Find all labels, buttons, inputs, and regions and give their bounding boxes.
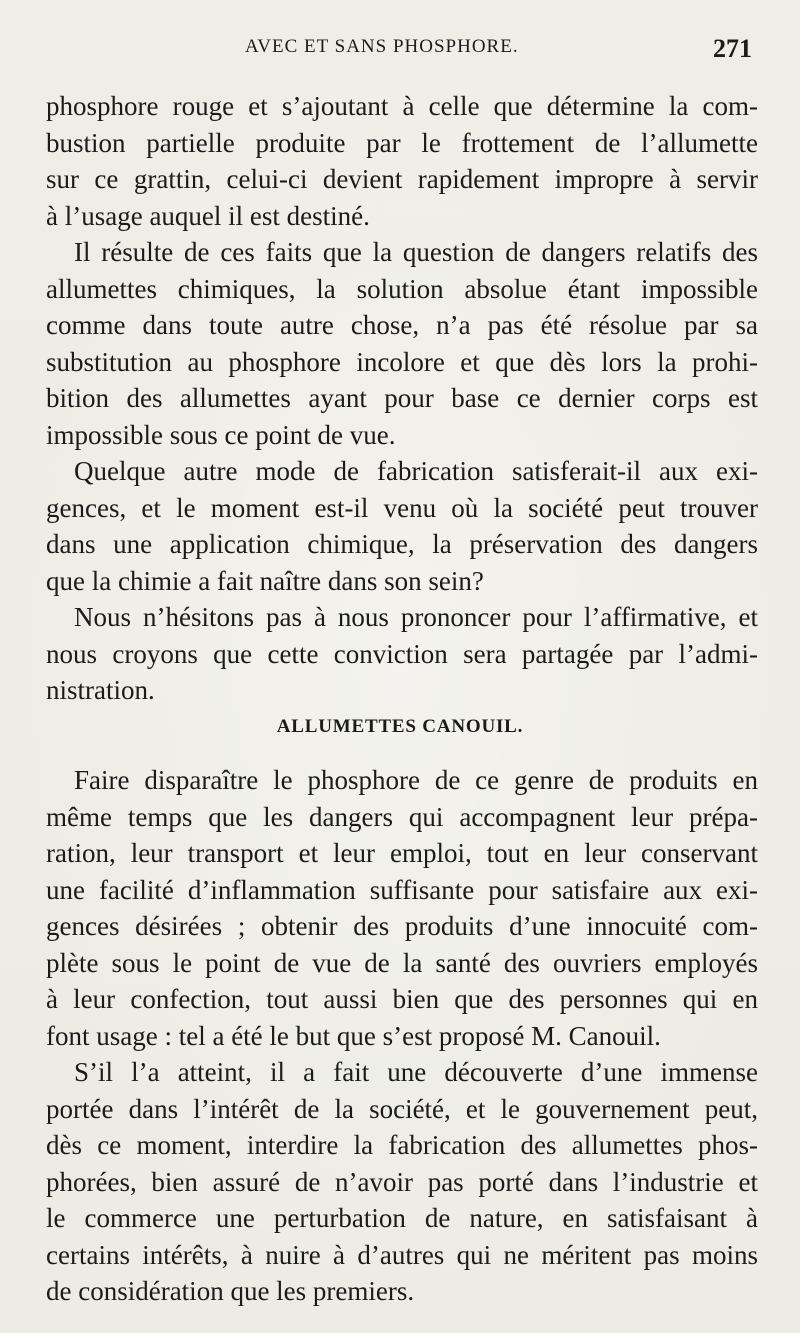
section-title: ALLUMETTES CANOUIL.	[276, 716, 524, 737]
text-line: allumettes chimiques, la solution absolue étant impossible	[46, 273, 758, 304]
text-line: le commerce une perturbation de nature, en satisfaisant à	[46, 1203, 758, 1233]
text-line: impossible sous ce point de vue.	[46, 419, 396, 450]
text-line: ration, leur transport et leur emploi, tout en leur conservant	[46, 838, 758, 868]
text-line: Il résulte de ces faits que la question de dangers relatifs des	[74, 237, 758, 267]
text-line: certains intérêts, à nuire à d’autres qui ne méritent pas moins	[46, 1239, 758, 1270]
text-line: une facilité d’inflammation suffisante pour satisfaire aux exi-	[46, 874, 758, 905]
text-line: Nous n’hésitons pas à nous prononcer pour l’affirmative, et	[74, 602, 758, 632]
text-line: dans une application chimique, la préservation des dangers	[46, 529, 758, 559]
text-line: de considération que les premiers.	[46, 1276, 415, 1306]
text-line: bition des allumettes ayant pour base ce dernier corps est	[46, 383, 758, 413]
text-line: bustion partielle produite par le frottement de l’allumette	[46, 127, 758, 158]
text-line: même temps que les dangers qui accompagnent leur prépa-	[46, 801, 758, 832]
text-line: font usage : tel a été le but que s’est proposé M. Canouil.	[46, 1020, 661, 1051]
text-line: phorées, bien assuré de n’avoir pas porté dans l’industrie et	[46, 1166, 758, 1197]
body-text-lower	[46, 762, 758, 1310]
text-line: à l’usage auquel il est destiné.	[46, 200, 370, 231]
text-line: plète sous le point de vue de la santé des ouvriers employés	[46, 947, 758, 978]
body-text-upper	[46, 88, 758, 709]
page-number: 271	[713, 34, 752, 63]
running-title: AVEC ET SANS PHOSPHORE.	[245, 36, 519, 57]
text-line: gences désirées ; obtenir des produits d’une innocuité com-	[46, 911, 758, 941]
text-line: dès ce moment, interdire la fabrication des allumettes phos-	[46, 1130, 758, 1160]
text-line: substitution au phosphore incolore et que dès lors la prohi-	[46, 346, 758, 377]
text-line: S’il l’a atteint, il a fait une découverte d’une immense	[74, 1057, 758, 1087]
text-line: nistration.	[46, 675, 155, 705]
text-line: Faire disparaître le phosphore de ce genre de produits en	[74, 765, 758, 795]
text-line: que la chimie a fait naître dans son sein?	[46, 565, 484, 596]
text-line: nous croyons que cette conviction sera partagée par l’admi-	[46, 638, 758, 669]
text-line: Quelque autre mode de fabrication satisferait-il aux exi-	[74, 456, 758, 486]
text-line: sur ce grattin, celui-ci devient rapidement impropre à servir	[46, 164, 758, 194]
text-line: phosphore rouge et s’ajoutant à celle que détermine la com-	[46, 91, 758, 121]
text-line: portée dans l’intérêt de la société, et le gouvernement peut,	[46, 1093, 758, 1124]
text-line: comme dans toute autre chose, n’a pas été résolue par sa	[46, 310, 758, 340]
text-line: à leur confection, tout aussi bien que des personnes qui en	[46, 984, 758, 1014]
text-line: gences, et le moment est-il venu où la société peut trouver	[46, 492, 758, 523]
